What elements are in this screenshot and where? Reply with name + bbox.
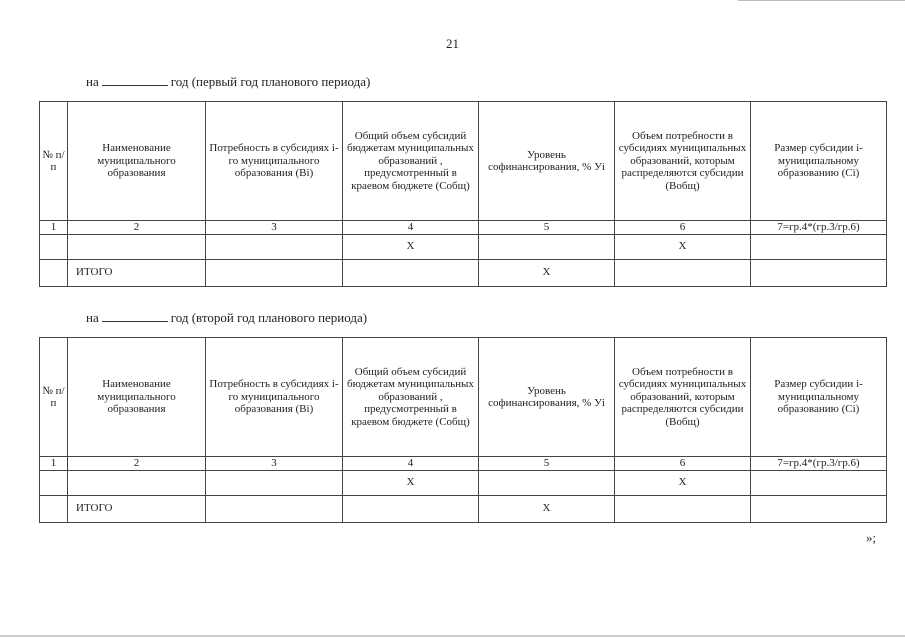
table-cell: [615, 259, 751, 286]
column-number-cell: 5: [479, 221, 615, 235]
table-cell: [751, 234, 887, 259]
table-cell: [68, 470, 206, 495]
table-cell: [206, 234, 343, 259]
total-label: ИТОГО: [68, 259, 206, 286]
column-number-cell: 7=гр.4*(гр.3/гр.6): [751, 457, 887, 471]
table-row: [40, 234, 887, 259]
column-number-cell: 2: [68, 457, 206, 471]
top-edge-rule: [738, 0, 905, 1]
table-cell: [751, 470, 887, 495]
header-cell-need-total: Объем потребности в субсидиях муниципальных образований, которым распределяются субсидии (Вобщ): [615, 338, 751, 457]
column-number-cell: 1: [40, 457, 68, 471]
subsidy-table-second-year: [39, 337, 887, 523]
table-cell: [206, 470, 343, 495]
section-title-second-year: [86, 310, 367, 326]
table-cell: [40, 495, 68, 522]
header-cell-subsidy-size: Размер субсидии i-муниципальному образованию (Ci): [751, 338, 887, 457]
column-number-row: [40, 221, 887, 235]
page-number: 21: [446, 36, 459, 51]
table-cell: [479, 470, 615, 495]
x-mark-cell: X: [343, 470, 479, 495]
bottom-edge-rule: [0, 635, 905, 637]
section-title-prefix: на: [86, 310, 99, 325]
column-number-cell: 7=гр.4*(гр.3/гр.6): [751, 221, 887, 235]
header-cell-cofinancing-level: Уровень софинансирования, % Уi: [479, 102, 615, 221]
header-cell-subsidy-size: Размер субсидии i-муниципальному образованию (Ci): [751, 102, 887, 221]
header-cell-need-bi: Потребность в субсидиях i-го муниципального образования (Bi): [206, 338, 343, 457]
x-mark-cell: X: [479, 259, 615, 286]
total-label: ИТОГО: [68, 495, 206, 522]
header-cell-number: № п/п: [40, 338, 68, 457]
header-cell-municipality-name: Наименование муниципального образования: [68, 102, 206, 221]
x-mark-cell: X: [479, 495, 615, 522]
header-cell-need-bi: Потребность в субсидиях i-го муниципального образования (Bi): [206, 102, 343, 221]
table-cell: [751, 259, 887, 286]
table-cell: [343, 495, 479, 522]
section-title-suffix: год (второй год планового периода): [170, 310, 368, 325]
header-cell-municipality-name: Наименование муниципального образования: [68, 338, 206, 457]
table-cell: [68, 234, 206, 259]
column-number-cell: 6: [615, 457, 751, 471]
section-title-prefix: на: [86, 74, 99, 89]
x-mark-cell: X: [343, 234, 479, 259]
x-mark-cell: X: [615, 470, 751, 495]
table-cell: [343, 259, 479, 286]
column-number-cell: 6: [615, 221, 751, 235]
table-cell: [751, 495, 887, 522]
header-cell-total-subsidies: Общий объем субсидий бюджетам муниципальных образований , предусмотренный в краевом бюджете (Собщ): [343, 338, 479, 457]
column-number-cell: 5: [479, 457, 615, 471]
column-number-cell: 2: [68, 221, 206, 235]
section-title-first-year: [86, 74, 370, 90]
header-cell-cofinancing-level: Уровень софинансирования, % Уi: [479, 338, 615, 457]
table-cell: [615, 495, 751, 522]
column-number-cell: 4: [343, 221, 479, 235]
total-row: [40, 259, 887, 286]
table-row: [40, 470, 887, 495]
column-number-cell: 3: [206, 457, 343, 471]
total-row: [40, 495, 887, 522]
year-blank-line: [102, 320, 168, 322]
header-cell-total-subsidies: Общий объем субсидий бюджетам муниципальных образований , предусмотренный в краевом бюджете (Собщ): [343, 102, 479, 221]
table-cell: [479, 234, 615, 259]
table-cell: [40, 234, 68, 259]
table-header-row: [40, 102, 887, 221]
column-number-cell: 1: [40, 221, 68, 235]
year-blank-line: [102, 84, 168, 86]
table-header-row: [40, 338, 887, 457]
table-cell: [40, 259, 68, 286]
closing-quote-mark: »;: [866, 530, 877, 545]
column-number-cell: 3: [206, 221, 343, 235]
x-mark-cell: X: [615, 234, 751, 259]
table-cell: [206, 495, 343, 522]
section-title-suffix: год (первый год планового периода): [170, 74, 371, 89]
header-cell-number: № п/п: [40, 102, 68, 221]
subsidy-table-first-year: [39, 101, 887, 287]
column-number-row: [40, 457, 887, 471]
header-cell-need-total: Объем потребности в субсидиях муниципальных образований, которым распределяются субсидии (Вобщ): [615, 102, 751, 221]
column-number-cell: 4: [343, 457, 479, 471]
table-cell: [40, 470, 68, 495]
table-cell: [206, 259, 343, 286]
